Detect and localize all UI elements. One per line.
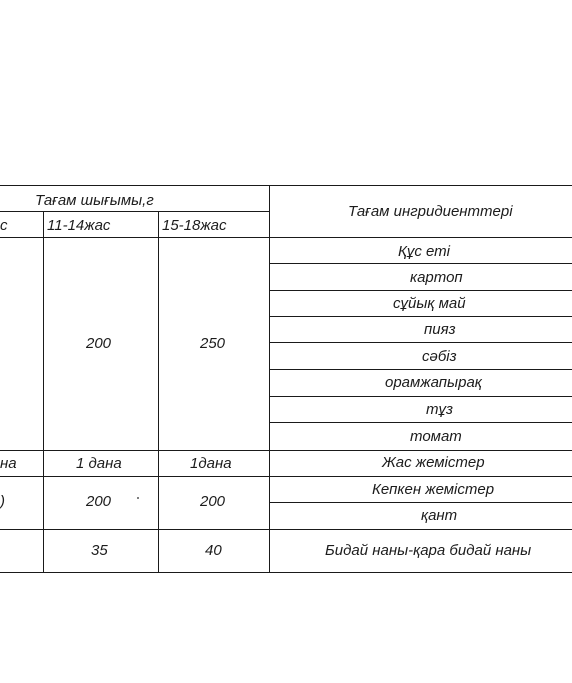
ingredient-row-divider bbox=[270, 316, 572, 317]
ingredient-row-divider bbox=[270, 396, 572, 397]
block3-value-11-14: 200 bbox=[86, 493, 112, 510]
block3-value-15-18: 200 bbox=[200, 493, 226, 510]
ingredient-potato: картоп bbox=[410, 269, 463, 286]
table-top-border bbox=[0, 185, 572, 186]
column-divider bbox=[269, 185, 270, 573]
ingredient-row-divider bbox=[270, 422, 572, 423]
block-divider bbox=[0, 450, 572, 451]
ingredient-row-divider bbox=[270, 263, 572, 264]
ingredient-carrot: сәбіз bbox=[422, 348, 457, 365]
ingredient-row-divider bbox=[270, 369, 572, 370]
ingredient-chicken: Құс еті bbox=[398, 243, 451, 260]
ingredient-dried-fruit: Кепкен жемістер bbox=[372, 481, 495, 498]
block2-value-15-18: 1дана bbox=[190, 455, 232, 472]
column-divider bbox=[43, 211, 44, 573]
ingredient-row-divider bbox=[270, 342, 572, 343]
block1-value-11-14: 200 bbox=[86, 335, 112, 352]
block2-value-cut: на bbox=[0, 455, 17, 472]
block-divider bbox=[0, 529, 572, 530]
block-divider bbox=[0, 476, 572, 477]
block3-value-cut: ) bbox=[0, 493, 5, 510]
ingredient-fresh-fruit: Жас жемістер bbox=[382, 454, 485, 471]
table-bottom-border bbox=[0, 572, 572, 573]
ingredient-salt: тұз bbox=[426, 401, 453, 418]
column-divider bbox=[158, 211, 159, 573]
block2-value-11-14: 1 дана bbox=[76, 455, 122, 472]
ingredient-bread: Бидай наны-қара бидай наны bbox=[325, 542, 532, 559]
block1-value-15-18: 250 bbox=[200, 335, 226, 352]
ingredient-oil: сұйық май bbox=[393, 295, 466, 312]
age-column-cut: с bbox=[0, 217, 8, 234]
block4-value-15-18: 40 bbox=[205, 542, 222, 559]
block4-value-11-14: 35 bbox=[91, 542, 108, 559]
ingredient-row-divider bbox=[270, 502, 572, 503]
age-column-11-14: 11-14жас bbox=[47, 217, 111, 234]
subheader-divider bbox=[0, 211, 270, 212]
header-bottom-border bbox=[0, 237, 572, 238]
age-column-15-18: 15-18жас bbox=[162, 217, 227, 234]
speck bbox=[137, 497, 139, 499]
ingredient-cabbage: орамжапырақ bbox=[385, 374, 482, 391]
header-ingredients: Тағам ингридиенттері bbox=[348, 203, 513, 220]
ingredient-row-divider bbox=[270, 290, 572, 291]
ingredient-tomato: томат bbox=[410, 428, 462, 445]
ingredient-sugar: қант bbox=[421, 507, 458, 524]
header-output: Тағам шығымы,г bbox=[35, 192, 154, 209]
ingredient-onion: пияз bbox=[424, 321, 456, 338]
